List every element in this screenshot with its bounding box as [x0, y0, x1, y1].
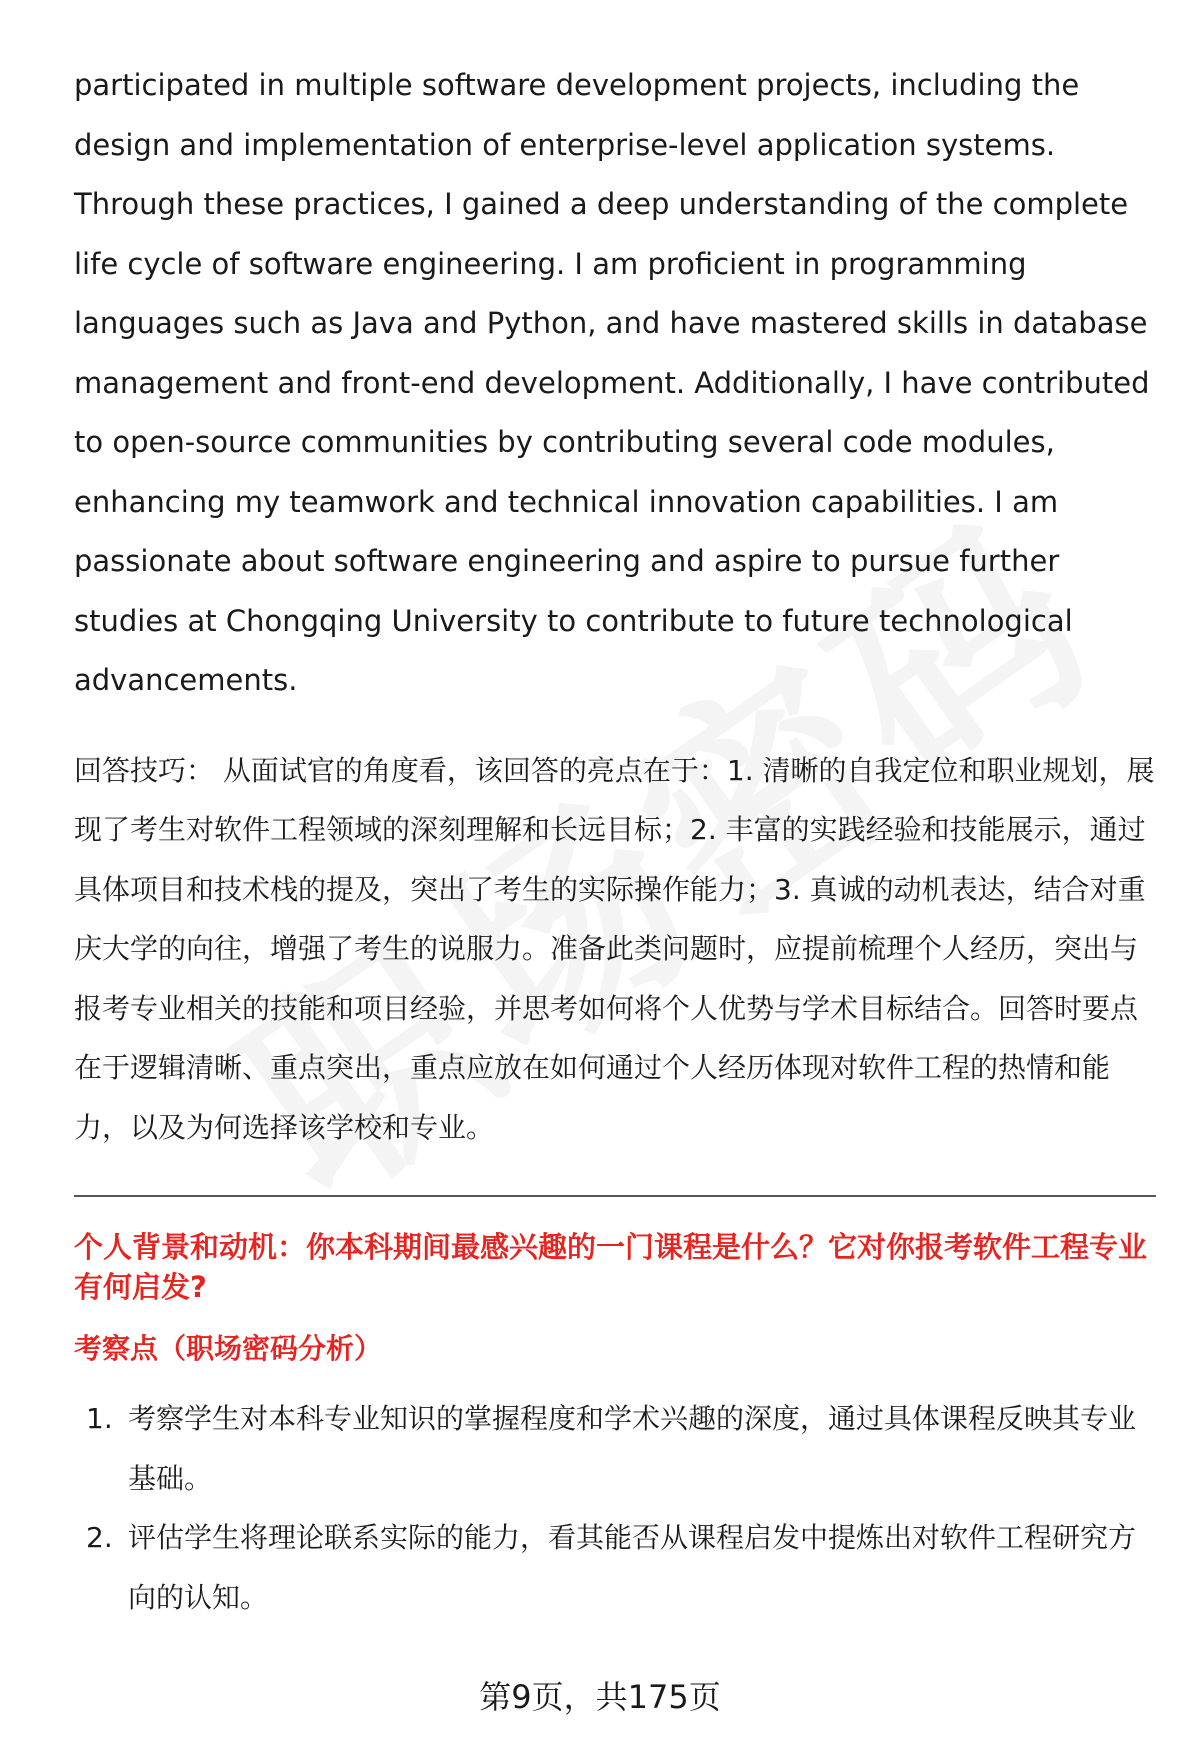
list-item: [74, 1389, 1156, 1508]
list-item-number: 1.: [86, 1402, 113, 1435]
question-heading: 个人背景和动机：你本科期间最感兴趣的一门课程是什么？它对你报考软件工程专业有何启发?: [74, 1230, 1148, 1304]
list-item-text: 评估学生将理论联系实际的能力，看其能否从课程启发中提炼出对软件工程研究方向的认知。: [128, 1521, 1137, 1614]
tips-text: 从面试官的角度看，该回答的亮点在于：1. 清晰的自我定位和职业规划，展现了考生对软件工程领域的深刻理解和长远目标；2. 丰富的实践经验和技能展示，通过具体项目和技术栈的提及，突出了考生的实际操作能力；3. 真诚的动机表达，结合对重庆大学的向往，增强了考生的说服力。准备此类问题时，应提前梳理个人经历，突出与报考专业相关的技能和项目经验，并思考如何将个人优势与学术目标结合。回答时要点在于逻辑清晰、重点突出，重点应放在如何通过个人经历体现对软件工程的热情和能力，以及为何选择该学校和专业。: [74, 753, 1155, 1144]
assessment-points-list: [74, 1389, 1156, 1627]
section-title: 考察点（职场密码分析）: [74, 1332, 383, 1365]
tips-label: 回答技巧：: [74, 753, 215, 787]
list-item-text: 考察学生对本科专业知识的掌握程度和学术兴趣的深度，通过具体课程反映其专业基础。: [128, 1402, 1137, 1495]
page-footer: 第9页，共175页: [479, 1678, 721, 1716]
list-item: [74, 1508, 1156, 1627]
section-divider: [74, 1195, 1156, 1197]
answer-paragraph: participated in multiple software development projects, including the design and implementation of enterprise-level application systems. Through these practices, I gained a deep understanding of the complete life cycle of software engineering. I am proficient in programming languages such as Java and Python, and have mastered skills in database management and front-end development. Additionally, I have contributed to open-source communities by contributing several code modules, enhancing my teamwork and technical innovation capabilities. I am passionate about software engineering and aspire to pursue further studies at Chongqing University to contribute to future technological advancements.: [74, 68, 1150, 697]
answer-tips: [74, 741, 1156, 1158]
page-content: [74, 56, 1156, 1627]
list-item-number: 2.: [86, 1521, 113, 1554]
